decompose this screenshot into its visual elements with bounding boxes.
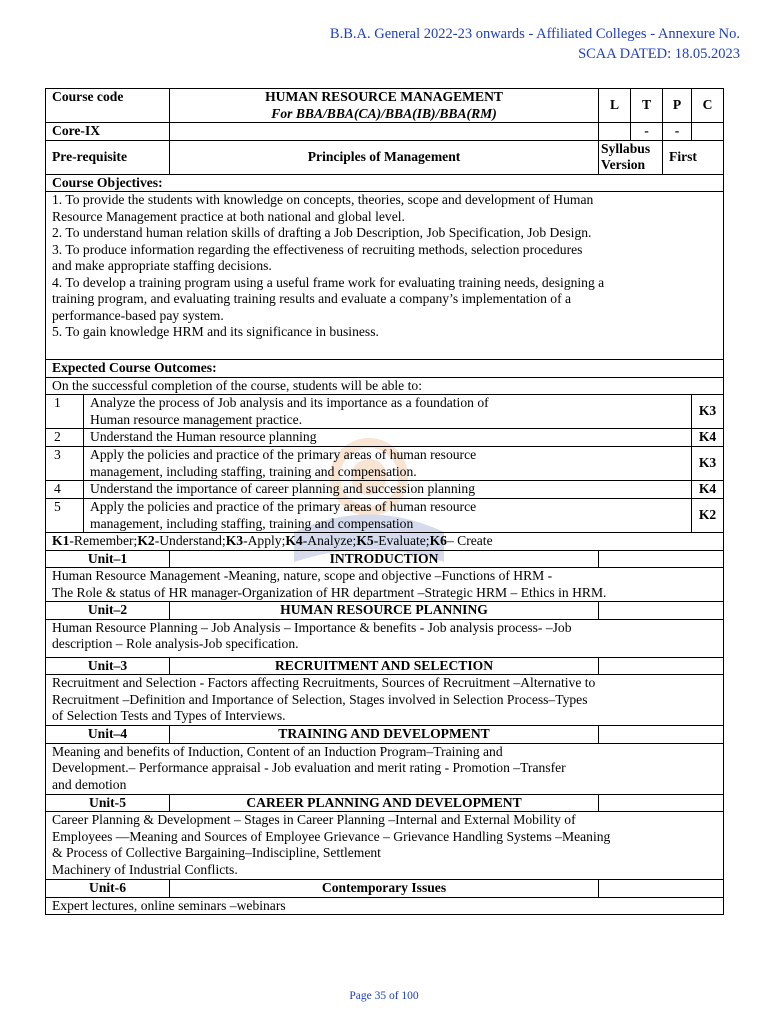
k-legend [46,533,724,551]
unit-label: Unit–3 [46,657,170,675]
legend-text: -Understand; [154,533,226,548]
legend-text: – Create [446,533,493,548]
outcome-number: 2 [46,429,84,447]
unit-body-row [46,675,724,726]
legend-text: -Remember; [69,533,138,548]
objective-line: 5. To gain knowledge HRM and its significance in business. [52,324,379,339]
course-title: HUMAN RESOURCE MANAGEMENT [265,89,503,104]
outcome-number: 4 [46,481,84,499]
objective-line: 3. To produce information regarding the effectiveness of recruiting methods, selection procedures [52,241,583,257]
objective-line: 1. To provide the students with knowledge on concepts, theories, scope and development of Human [52,192,594,207]
outcome-row [46,481,724,499]
outcome-number: 3 [46,447,84,481]
outcome-line: Apply the policies and practice of the primary areas of human resource [90,447,477,462]
unit-empty [599,726,724,744]
unit-body [46,568,724,602]
unit-label: Unit-5 [46,794,170,812]
unit-line: Recruitment –Definition and Importance of Selection, Stages involved in Selection Process–Types [52,691,588,707]
unit-body-row [46,619,724,657]
legend-key: K2 [137,533,155,548]
outcome-line: Understand the importance of career planning and succession planning [90,481,476,496]
unit-body [46,675,724,726]
outcomes-heading-row [46,360,724,378]
unit-line: and demotion [52,776,127,792]
unit-title: CAREER PLANNING AND DEVELOPMENT [170,794,599,812]
unit-line: Human Resource Planning – Job Analysis – Importance & benefits - Job analysis process- –Job [52,619,572,635]
unit-body-row [46,897,724,915]
objective-line: performance-based pay system. [52,307,224,323]
unit-body-row [46,812,724,880]
outcome-number: 1 [46,395,84,429]
core-row [46,123,724,141]
ltpc-c: C [692,89,724,123]
outcome-text [84,447,692,481]
prereq-label: Pre-requisite [46,140,170,174]
ltpc-p: P [663,89,692,123]
unit-empty [599,602,724,620]
page-number: Page 35 of 100 [349,990,419,1002]
course-table [45,88,724,915]
outcome-level: K2 [692,499,724,533]
legend-key: K4 [285,533,303,548]
unit-heading-row [46,880,724,898]
unit-line: Human Resource Management -Meaning, nature, scope and objective –Functions of HRM - [52,568,553,583]
outcome-level: K4 [692,429,724,447]
objectives-heading: Course Objectives: [46,174,724,192]
unit-title: RECRUITMENT AND SELECTION [170,657,599,675]
outcome-line: Analyze the process of Job analysis and its importance as a foundation of [90,395,489,410]
outcome-line: Human resource management practice. [90,411,303,427]
outcome-level: K3 [692,395,724,429]
outcomes-intro-row [46,377,724,395]
unit-body [46,897,724,915]
course-title-cell [170,89,599,123]
prereq-row [46,140,724,174]
syllabus-version-label [599,140,663,174]
unit-heading-row [46,657,724,675]
unit-title: Contemporary Issues [170,880,599,898]
unit-title: TRAINING AND DEVELOPMENT [170,726,599,744]
header-line-2: SCAA DATED: 18.05.2023 [578,46,740,62]
objective-line: and make appropriate staffing decisions. [52,258,272,273]
syllabus-label-1: Syllabus [601,140,651,156]
unit-line: Recruitment and Selection - Factors affecting Recruitments, Sources of Recruitment –Alternative to [52,675,596,690]
unit-label: Unit–2 [46,602,170,620]
unit-body [46,812,724,880]
unit-heading-row [46,550,724,568]
outcomes-intro: On the successful completion of the course, students will be able to: [46,377,724,395]
outcome-row [46,447,724,481]
page-header [330,24,740,64]
unit-line: Development.– Performance appraisal - Job evaluation and merit rating - Promotion –Transfer [52,760,566,775]
legend-text: -Analyze; [302,533,357,548]
outcome-row [46,499,724,533]
unit-line: & Process of Collective Bargaining–Indiscipline, Settlement [52,845,381,860]
outcome-text [84,429,692,447]
prereq-value: Principles of Management [170,140,599,174]
legend-key: K1 [52,533,70,548]
unit-empty [599,550,724,568]
outcome-number: 5 [46,499,84,533]
unit-label: Unit–1 [46,550,170,568]
outcome-line: management, including staffing, training and compensation [90,515,414,531]
header-line-1: B.B.A. General 2022-23 onwards - Affiliated Colleges - Annexure No. [329,26,740,42]
objective-line: Resource Management practice at both national and global level. [52,208,405,224]
legend-key: K5 [356,533,374,548]
legend-text: -Evaluate; [373,533,430,548]
objective-line: 2. To understand human relation skills of drafting a Job Description, Job Specification, Job Design. [52,225,592,240]
outcome-row [46,429,724,447]
core-c [692,123,724,141]
outcome-line: Understand the Human resource planning [90,429,317,444]
ltpc-l: L [599,89,631,123]
course-subtitle: For BBA/BBA(CA)/BBA(IB)/BBA(RM) [271,105,497,121]
outcome-text [84,395,692,429]
objectives-heading-row [46,174,724,192]
objectives-body-row [46,192,724,360]
unit-heading-row [46,602,724,620]
legend-key: K6 [429,533,447,548]
unit-line: Machinery of Industrial Conflicts. [52,861,238,877]
syllabus-label-2: Version [601,157,646,172]
unit-body-row [46,568,724,602]
objectives-body [46,192,724,360]
outcome-row [46,395,724,429]
unit-line: description – Role analysis-Job specification. [52,636,299,651]
outcomes-heading: Expected Course Outcomes: [46,360,724,378]
outcome-level: K4 [692,481,724,499]
core-p: - [663,123,692,141]
core-t: - [631,123,663,141]
legend-key: K3 [225,533,244,548]
course-code-row [46,89,724,123]
k-legend-row [46,533,724,551]
unit-label: Unit–4 [46,726,170,744]
core-label: Core-IX [46,123,170,141]
unit-empty [599,657,724,675]
unit-title: HUMAN RESOURCE PLANNING [170,602,599,620]
outcome-level: K3 [692,447,724,481]
legend-text: -Apply; [243,533,286,548]
unit-line: Career Planning & Development – Stages in Career Planning –Internal and External Mobility of [52,812,576,827]
core-l [599,123,631,141]
objective-line: 4. To develop a training program using a useful frame work for evaluating training needs, designing a [52,274,605,290]
unit-body [46,743,724,794]
unit-label: Unit-6 [46,880,170,898]
unit-title: INTRODUCTION [170,550,599,568]
syllabus-version-value: First [663,140,724,174]
unit-line: Meaning and benefits of Induction, Content of an Induction Program–Training and [52,743,503,759]
course-code-label: Course code [46,89,170,123]
outcome-text [84,481,692,499]
ltpc-t: T [631,89,663,123]
unit-body [46,619,724,657]
unit-heading-row [46,794,724,812]
unit-heading-row [46,726,724,744]
unit-line: Expert lectures, online seminars –webinars [52,897,286,913]
unit-empty [599,794,724,812]
unit-line: of Selection Tests and Types of Interviews. [52,708,286,723]
objective-line: training program, and evaluating training results and evaluate a company’s implementation of a [52,291,572,306]
outcome-line: Apply the policies and practice of the primary areas of human resource [90,499,477,514]
unit-empty [599,880,724,898]
unit-body-row [46,743,724,794]
unit-line: Employees —Meaning and Sources of Employee Grievance – Grievance Handling Systems –Meaning [52,828,611,844]
outcome-line: management, including staffing, training and compensation. [90,463,417,479]
outcome-text [84,499,692,533]
unit-line: The Role & status of HR manager-Organization of HR department –Strategic HRM – Ethics in HRM. [52,584,607,600]
core-empty [170,123,599,141]
